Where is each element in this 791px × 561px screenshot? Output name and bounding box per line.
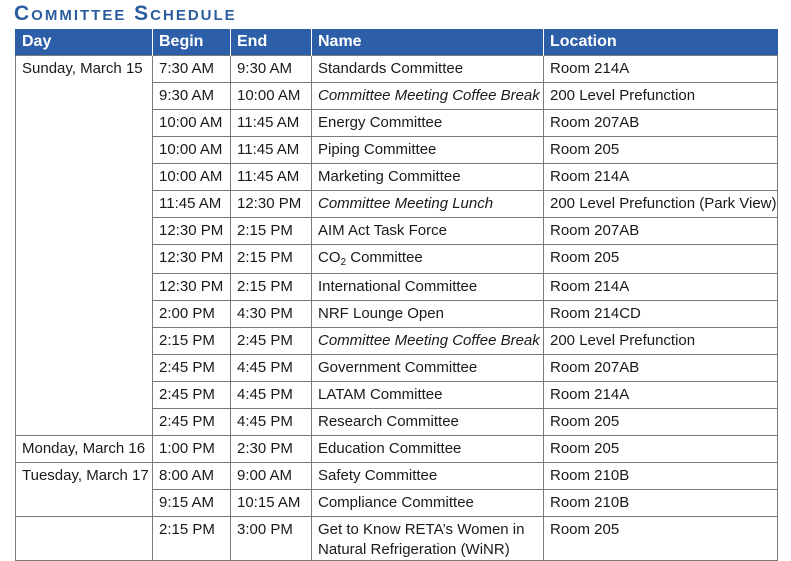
column-header-location: Location	[544, 29, 778, 56]
begin-cell: 12:30 PM	[153, 245, 231, 274]
name-cell: Committee Meeting Coffee Break	[312, 83, 544, 110]
end-cell: 2:15 PM	[231, 274, 312, 301]
begin-cell: 2:00 PM	[153, 301, 231, 328]
end-cell: 9:30 AM	[231, 56, 312, 83]
end-cell: 10:15 AM	[231, 490, 312, 517]
table-row	[16, 436, 778, 463]
table-row	[16, 56, 778, 83]
location-cell: Room 214A	[544, 164, 778, 191]
begin-cell: 11:45 AM	[153, 191, 231, 218]
end-cell: 2:45 PM	[231, 328, 312, 355]
location-cell: Room 214A	[544, 382, 778, 409]
end-cell: 10:00 AM	[231, 83, 312, 110]
column-header-begin: Begin	[153, 29, 231, 56]
name-cell: Safety Committee	[312, 463, 544, 490]
day-cell: Tuesday, March 17	[16, 463, 153, 517]
name-cell: Compliance Committee	[312, 490, 544, 517]
page-title: Committee Schedule	[14, 2, 237, 25]
end-cell: 4:45 PM	[231, 409, 312, 436]
begin-cell: 1:00 PM	[153, 436, 231, 463]
begin-cell: 7:30 AM	[153, 56, 231, 83]
begin-cell: 12:30 PM	[153, 218, 231, 245]
location-cell: Room 205	[544, 245, 778, 274]
name-cell: Get to Know RETA’s Women in Natural Refrigeration (WiNR)	[312, 517, 544, 561]
end-cell: 2:15 PM	[231, 218, 312, 245]
end-cell: 2:30 PM	[231, 436, 312, 463]
location-cell: Room 210B	[544, 463, 778, 490]
location-cell: 200 Level Prefunction	[544, 83, 778, 110]
begin-cell: 10:00 AM	[153, 110, 231, 137]
name-cell: Piping Committee	[312, 137, 544, 164]
name-text: Committee	[346, 249, 423, 266]
end-cell: 12:30 PM	[231, 191, 312, 218]
begin-cell: 8:00 AM	[153, 463, 231, 490]
begin-cell: 9:15 AM	[153, 490, 231, 517]
day-cell: Sunday, March 15	[16, 56, 153, 436]
end-cell: 11:45 AM	[231, 110, 312, 137]
end-cell: 4:45 PM	[231, 355, 312, 382]
location-cell: Room 205	[544, 409, 778, 436]
name-cell: Education Committee	[312, 436, 544, 463]
schedule-table	[15, 29, 778, 561]
end-cell: 9:00 AM	[231, 463, 312, 490]
end-cell: 2:15 PM	[231, 245, 312, 274]
begin-cell: 2:45 PM	[153, 382, 231, 409]
begin-cell: 2:15 PM	[153, 517, 231, 561]
location-cell: Room 205	[544, 517, 778, 561]
location-cell: 200 Level Prefunction	[544, 328, 778, 355]
name-cell: Standards Committee	[312, 56, 544, 83]
location-cell: Room 207AB	[544, 110, 778, 137]
location-cell: Room 214A	[544, 274, 778, 301]
end-cell: 3:00 PM	[231, 517, 312, 561]
name-cell: AIM Act Task Force	[312, 218, 544, 245]
begin-cell: 9:30 AM	[153, 83, 231, 110]
name-cell: NRF Lounge Open	[312, 301, 544, 328]
name-cell: International Committee	[312, 274, 544, 301]
column-header-end: End	[231, 29, 312, 56]
name-cell: Marketing Committee	[312, 164, 544, 191]
table-row	[16, 463, 778, 490]
location-cell: Room 207AB	[544, 355, 778, 382]
begin-cell: 10:00 AM	[153, 164, 231, 191]
end-cell: 4:30 PM	[231, 301, 312, 328]
header-row	[16, 29, 778, 56]
begin-cell: 12:30 PM	[153, 274, 231, 301]
location-cell: 200 Level Prefunction (Park View)	[544, 191, 778, 218]
end-cell: 11:45 AM	[231, 164, 312, 191]
location-cell: Room 210B	[544, 490, 778, 517]
location-cell: Room 205	[544, 137, 778, 164]
table-row	[16, 517, 778, 561]
location-cell: Room 207AB	[544, 218, 778, 245]
name-cell: Committee Meeting Coffee Break	[312, 328, 544, 355]
location-cell: Room 205	[544, 436, 778, 463]
begin-cell: 2:45 PM	[153, 355, 231, 382]
column-header-name: Name	[312, 29, 544, 56]
location-cell: Room 214CD	[544, 301, 778, 328]
name-cell: LATAM Committee	[312, 382, 544, 409]
name-cell: Research Committee	[312, 409, 544, 436]
subscript-text: 2	[340, 257, 347, 268]
day-cell: Monday, March 16	[16, 436, 153, 463]
name-text: CO	[318, 249, 341, 266]
column-header-day: Day	[16, 29, 153, 56]
name-cell: Government Committee	[312, 355, 544, 382]
begin-cell: 10:00 AM	[153, 137, 231, 164]
end-cell: 4:45 PM	[231, 382, 312, 409]
location-cell: Room 214A	[544, 56, 778, 83]
begin-cell: 2:45 PM	[153, 409, 231, 436]
name-cell	[312, 245, 544, 274]
name-cell: Committee Meeting Lunch	[312, 191, 544, 218]
end-cell: 11:45 AM	[231, 137, 312, 164]
day-cell	[16, 517, 153, 561]
name-cell: Energy Committee	[312, 110, 544, 137]
begin-cell: 2:15 PM	[153, 328, 231, 355]
